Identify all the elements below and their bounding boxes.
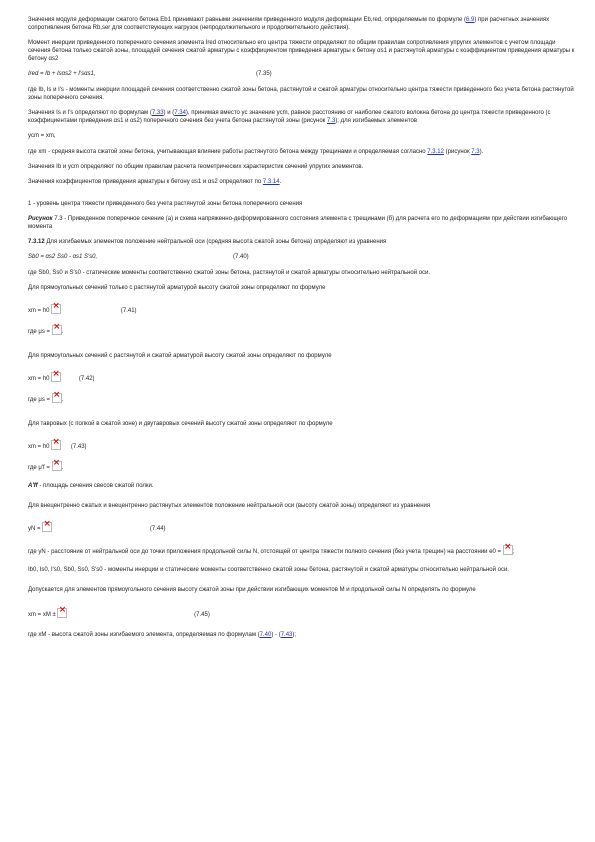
text-run: Значения Is и I′s определяют по формулам ( [28,110,152,116]
formula-7-41 [28,304,576,315]
formula-7-45 [28,608,576,619]
formula-7-35 [28,70,576,78]
paragraph-simplified: Допускается для элементов прямоугольного сечения высоту сжатой зоны при действии изгибающих моментов M и продольной силы N определять по формуле [28,587,476,593]
section-number: 7.3.12 [28,239,45,245]
link-section-7-3-14[interactable]: 7.3.14 [262,179,280,185]
paragraph-modulus [28,16,576,32]
figure-caption [28,215,576,231]
broken-image-icon [52,461,62,471]
formula-number: (7.42) [78,376,95,382]
text-run: Значения модуля деформации сжатого бетона Eb1 принимают равными значениям приведенного модуля деформации Eb,red, определяемым по формуле ( [28,17,466,23]
text-run: ), принимая вместо yc значение ycm, равное расстоянию от наиболее сжатого волокна бетона до центра тяжести приведенного (с коэффициентами приведения αs1 и αs2) поперечного сечения без учета бетона растянутой зоны (рисунок [28,110,551,124]
link-figure-7-3[interactable]: 7.3 [326,118,336,124]
text-run: где xm - средняя высота сжатой зоны бетона, учитывающая влияние работы растянутого бетона между трещинами и определяемая согласно [28,149,428,155]
paragraph-flange-area [28,482,576,490]
link-formula-6-9[interactable]: 6.9 [465,17,475,23]
paragraph-coefficients [28,178,576,186]
text-run: ). [479,149,484,155]
section-7-3-12 [28,238,576,246]
text-run: Значения коэффициентов приведения арматуры к бетону αs1 и αs2 определяют по [28,179,263,185]
broken-image-icon [52,325,62,335]
formula-ycm: ycm = xm, [28,133,56,139]
formula-number: (7.40) [233,254,249,260]
formula-text: Sb0 = αs2 Ss0 - αs1 S′s0, [28,254,98,260]
figure-label: Рисунок [28,216,53,222]
figure-legend: 1 - уровень центра тяжести приведенного без учета растянутой зоны бетона поперечного сечения [28,201,303,207]
paragraph-moment-of-inertia: Момент инерции приведенного поперечного сечения элемента Ired относительно его центра тяжести определяют по общим правилам сопротивления упругих элементов с учетом площади сечения бетона только сжатой зоны, площадей сечения сжатой арматуры с коэффициентом приведения арматуры к бетону αs1 и растянутой арматуры с коэффициентом приведения арматуры к бетону αs2 [28,40,575,62]
broken-image-icon [52,393,62,403]
paragraph-static-moments: где Sb0, Ss0 и S′s0 - статические моменты соответственно сжатой зоны бетона, растянутой и сжатой арматуры относительно нейтральной оси. [28,270,431,276]
broken-image-icon [57,608,67,618]
broken-image-icon [42,522,52,532]
formula-number: (7.45) [194,612,210,618]
text-run: где xM - высота сжатой зоны изгибаемого элемента, определяемая по формулам ( [28,632,260,638]
text-run: ); для изгибаемых элементов [335,118,418,124]
text-run: ); [292,632,297,638]
formula-lhs: xm = h0 [28,444,50,450]
document-page [28,14,576,646]
formula-7-41-where: где μs = × . [28,325,576,336]
formula-text: Ired = Ib + Isαs2 + I′sαs1, [28,71,96,77]
link-section-7-3-12[interactable]: 7.3.12 [427,149,444,155]
text-run: ) - ( [271,632,281,638]
paragraph-eccentric: Для внецентренно сжатых и внецентренно растянутых элементов положение нейтральной оси (высоту сжатой зоны) определяют из уравнения [28,503,431,509]
formula-number: (7.44) [149,526,166,532]
formula-number: (7.35) [256,71,272,77]
formula-lhs: где μs = [28,329,51,335]
formula-7-42 [28,372,576,383]
text-run: где yN - расстояние от нейтральной оси до точки приложения продольной силы N, отстоящей от центра тяжести полного сечения (без учета трещин) на расстоянии e0 = [28,549,502,555]
paragraph-moments-neutral: Ib0, Is0, I′s0, Sb0, Ss0, S′s0 - моменты инерции и статические моменты соответственно сжатой зоны бетона, растянутой и сжатой арматуры относительно нейтральной оси. [28,567,509,573]
paragraph-xm-where [28,631,576,639]
paragraph-rect-tension: Для прямоугольных сечений только с растянутой арматурой высоту сжатой зоны определяют по формуле [28,285,326,291]
formula-lhs: где μ′f = [28,465,50,471]
formula-7-42-where: где μs = × . [28,393,576,404]
link-formula-7-34[interactable]: 7.34 [174,110,186,116]
text-run: ; [512,549,515,555]
formula-number: (7.43) [70,444,87,450]
link-formula-7-43[interactable]: 7.43 [280,632,293,638]
broken-image-icon [51,304,61,314]
formula-7-43 [28,440,576,451]
paragraph-tee-sections: Для тавровых (с полкой в сжатой зоне) и двутавровых сечений высоту сжатой зоны определяют по формуле [28,421,333,427]
formula-7-40 [28,253,576,261]
formula-lhs: yN = [28,526,41,532]
broken-image-icon [51,372,61,382]
paragraph-xm-definition [28,148,576,156]
text-run: 7.3 - Приведенное поперечное сечение (а) и схема напряженно-деформированного состояния элемента с трещинами (б) для расчета его по деформациям при действии изгибающего момента [28,216,568,230]
broken-image-icon [503,545,513,555]
formula-lhs: xm = h0 [28,376,50,382]
formula-lhs: xm = h0 [28,308,50,314]
link-formula-7-33[interactable]: 7.33 [151,110,164,116]
formula-number: (7.41) [120,308,137,314]
text-run: ) и ( [163,110,175,116]
text-run: ) при расчетных значениях сопротивления бетона Rb,ser для соответствующих нагрузок (непродолжительного и продолжительного действия). [28,17,550,31]
text-run: - площадь сечения свесов сжатой полки. [37,483,154,489]
paragraph-ib-ycm: Значения Ib и ycm определяют по общим правилам расчета геометрических характеристик сечений упругих элементов. [28,164,364,170]
text-run: . [279,179,282,185]
symbol-a-ff: A′ff [28,483,38,489]
formula-lhs: где μs = [28,397,51,403]
formula-7-44 [28,522,576,533]
paragraph-yn [28,545,576,556]
text-run: (рисунок [443,149,472,155]
paragraph-rect-both: Для прямоугольных сечений с растянутой и сжатой арматурой высоту сжатой зоны определяют по формуле [28,353,332,359]
link-formula-7-40[interactable]: 7.40 [259,632,272,638]
text-run: Для изгибаемых элементов положение нейтральной оси (средняя высота сжатой зоны бетона) определяют из уравнения [44,239,387,245]
link-figure-7-3[interactable]: 7.3 [471,149,480,155]
formula-7-43-where: где μ′f = × . [28,461,576,472]
paragraph-is-values [28,109,576,125]
paragraph-where-ib: где Ib, Is и I′s - моменты инерции площадей сечения соответственно сжатой зоны бетона, растянутой и сжатой арматуры относительно центра тяжести приведенного без учета бетона растянутой зоны поперечного сечения. [28,87,574,101]
formula-lhs: xm = xM ± [28,612,56,618]
broken-image-icon [51,440,61,450]
